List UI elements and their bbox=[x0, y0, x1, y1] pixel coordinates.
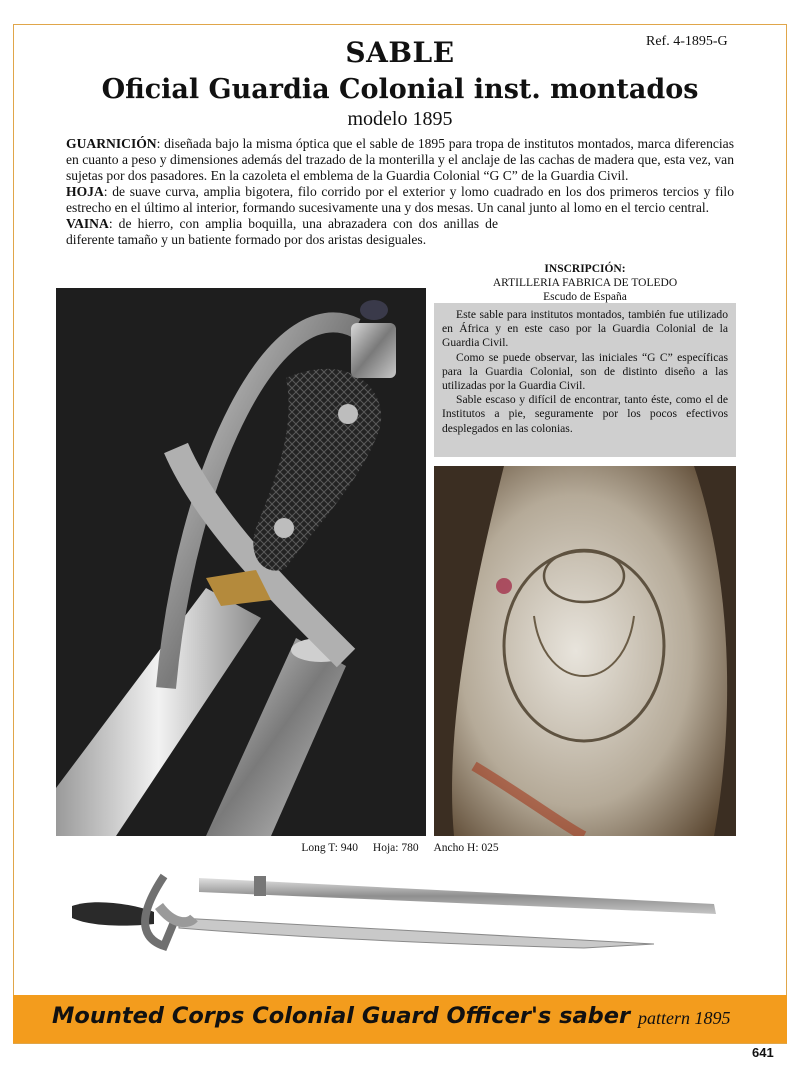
inscription-line-2: Escudo de España bbox=[543, 291, 627, 303]
english-title: Mounted Corps Colonial Guard Officer's saber bbox=[52, 1003, 631, 1029]
hilt-illustration bbox=[56, 288, 426, 836]
note-paragraph-1: Este sable para institutos montados, también fue utilizado en África y en este caso por la Guardia Colonial de la Guardia Civil. bbox=[442, 308, 728, 350]
full-saber-photo bbox=[64, 866, 734, 958]
vaina-label: VAINA bbox=[66, 216, 109, 231]
hilt-photo bbox=[56, 288, 426, 836]
info-note-box bbox=[434, 303, 736, 457]
dim-total-length: Long T: 940 bbox=[301, 842, 359, 854]
page-subtitle: Oficial Guardia Colonial inst. montados bbox=[101, 74, 699, 105]
note-paragraph-3: Sable escaso y difícil de encontrar, tanto éste, como el de Institutos a pie, seguramente por los pocos efectivos desplegados en las colonias. bbox=[442, 393, 728, 435]
engraving-detail-photo bbox=[434, 466, 736, 836]
full-saber-illustration bbox=[64, 866, 734, 958]
page-title: SABLE bbox=[345, 36, 455, 69]
grip-rivet-bottom bbox=[274, 518, 294, 538]
pommel-cap bbox=[360, 300, 388, 320]
dim-blade-width: Ancho H: 025 bbox=[433, 842, 499, 854]
model-year: modelo 1895 bbox=[347, 108, 453, 130]
reference-code: Ref. 4-1895-G bbox=[646, 34, 728, 49]
scabbard-band bbox=[254, 876, 266, 896]
note-paragraph-2: Como se puede observar, las iniciales “G C” específicas para la Guardia Colonial, son de distinto diseño a las utilizadas por la Guardia Civil. bbox=[442, 350, 728, 393]
page-number: 641 bbox=[752, 1045, 774, 1060]
hoja-text: : de suave curva, amplia bigotera, filo corrido por el exterior y lomo cuadrado en los dos primeros tercios y filo estrecho en el último al interior, formando sucesivamente una y dos mesas. Un canal junto al lomo en el tercio central. bbox=[66, 184, 734, 215]
pommel-shape bbox=[351, 323, 396, 378]
inscription-block bbox=[432, 262, 738, 304]
full-scabbard bbox=[199, 878, 716, 914]
inscription-line-1: ARTILLERIA FABRICA DE TOLEDO bbox=[492, 277, 678, 289]
dim-blade-length: Hoja: 780 bbox=[372, 842, 419, 854]
description-text bbox=[66, 136, 734, 248]
vaina-paragraph bbox=[66, 216, 498, 248]
full-blade bbox=[179, 918, 654, 948]
engraving-illustration bbox=[434, 466, 736, 836]
hoja-label: HOJA bbox=[66, 184, 104, 199]
guarnicion-text: : diseñada bajo la misma óptica que el sable de 1895 para tropa de institutos montados, marca diferencias en cuanto a peso y dimensiones además del trazado de la monterilla y el anclaje de las cachas de madera que, esta vez, van sujetas por dos pasadores. En la cazoleta el emblema de la Guardia Colonial “G C” de la Guardia Civil. bbox=[66, 136, 734, 183]
english-pattern: pattern 1895 bbox=[638, 1008, 731, 1028]
red-spot bbox=[496, 578, 512, 594]
vaina-text: : de hierro, con amplia boquilla, una abrazadera con dos anillas de diferente tamaño y un batiente formado por dos aristas desiguales. bbox=[66, 216, 498, 247]
dimensions-line bbox=[0, 842, 800, 854]
guarnicion-label: GUARNICIÓN bbox=[66, 136, 157, 151]
grip-rivet-top bbox=[338, 404, 358, 424]
hoja-paragraph bbox=[66, 184, 734, 216]
full-guard-bowl bbox=[159, 906, 194, 922]
guarnicion-paragraph bbox=[66, 136, 734, 184]
inscription-heading: INSCRIPCIÓN: bbox=[544, 263, 626, 275]
